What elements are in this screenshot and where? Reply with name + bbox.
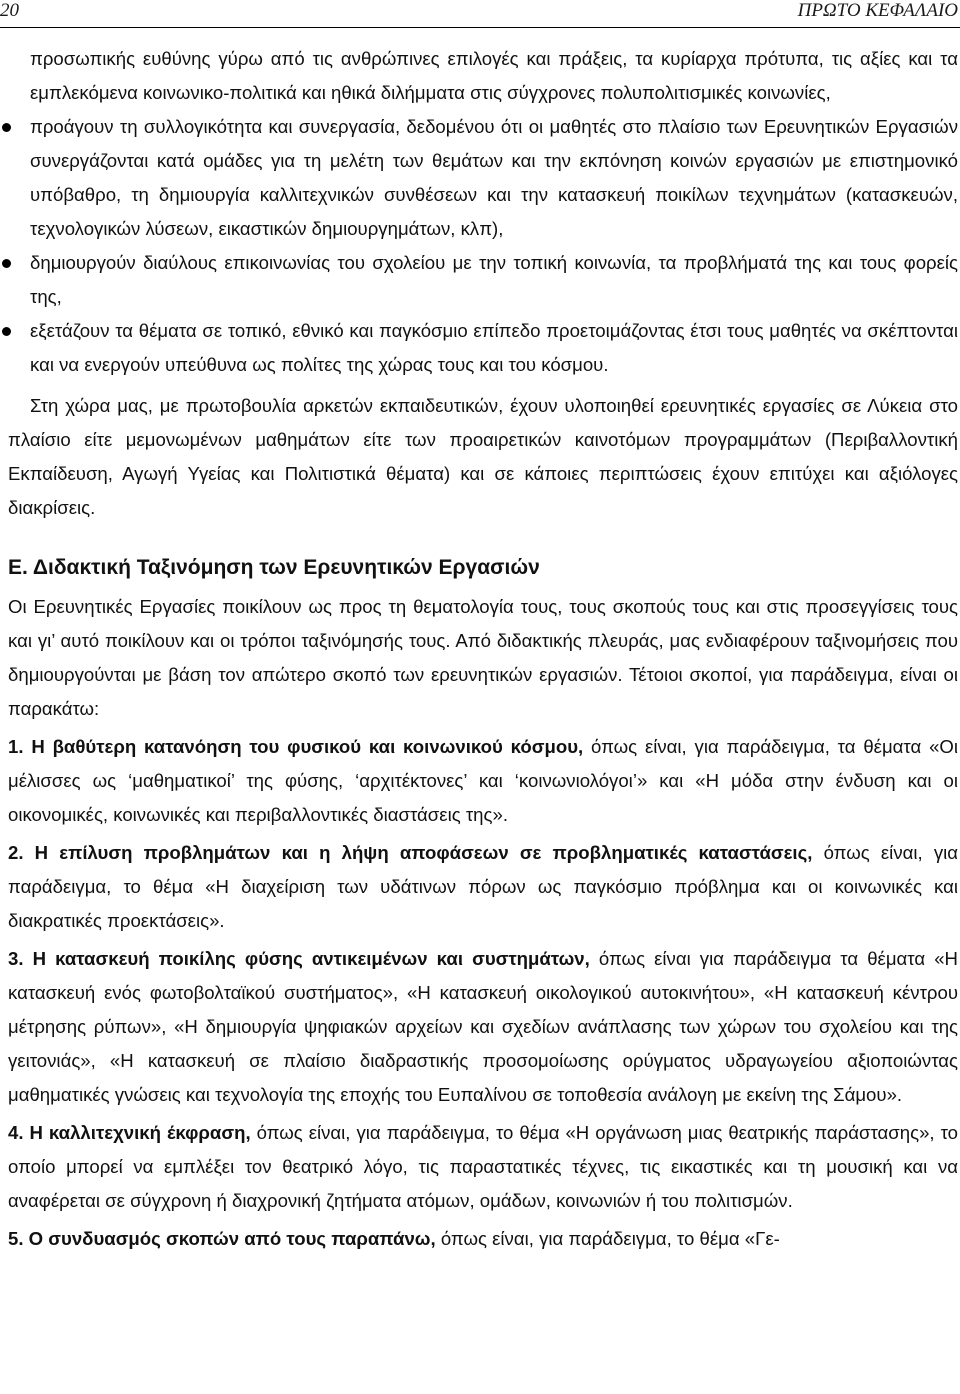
numbered-item-text: όπως είναι, για παράδειγμα, τα θέματα «Οι μέλισσες ως ‘μαθηματικοί’ της φύσης, ‘αρχιτέκτονες’ και ‘κοινωνιολόγοι’» και «Η μόδα στην ένδυση και οι οικονομικές, κοινωνικές και περιβαλλοντικές διαστάσεις της». xyxy=(8,736,959,825)
numbered-item xyxy=(8,730,958,832)
numbered-list xyxy=(8,730,958,1256)
continuation-paragraph: προσωπικής ευθύνης γύρω από τις ανθρώπινες επιλογές και πράξεις, τα κυρίαρχα πρότυπα, τις αξίες και τα εμπλεκόμενα κοινωνικο-πολιτικά και ηθικά διλήμματα στις σύγχρονες πολυπολιτισμικές κοινωνίες, xyxy=(30,48,958,103)
numbered-item xyxy=(8,1116,958,1218)
section-heading: Ε. Διδακτική Ταξινόμηση των Ερευνητικών Εργασιών xyxy=(8,556,540,579)
bullet-item xyxy=(8,246,958,314)
numbered-item-title: 2. Η επίλυση προβλημάτων και η λήψη αποφάσεων σε προβληματικές καταστάσεις, xyxy=(8,842,813,863)
bullet-item xyxy=(8,314,958,382)
bullet-text: προάγουν τη συλλογικότητα και συνεργασία, δεδομένου ότι οι μαθητές στο πλαίσιο των Ερευνητικών Εργασιών συνεργάζονται κατά ομάδες για τη μελέτη των θεμάτων και την εκπόνηση κοινών εργασιών με επιστημονικό υπόβαθρο, τη δημιουργία καλλιτεχνικών συνθέσεων και την κατασκευή ποικίλων τεχνημάτων (κατασκευών, τεχνολογικών λύσεων, εικαστικών δημιουργημάτων, κλπ), xyxy=(30,116,958,239)
numbered-item-title: 1. Η βαθύτερη κατανόηση του φυσικού και κοινωνικού κόσμου, xyxy=(8,736,584,757)
page-body xyxy=(8,42,958,1256)
numbered-item-text: όπως είναι, για παράδειγμα, το θέμα «Η διαχείριση των υδάτινων πόρων ως παγκόσμιο πρόβλημα και οι κοινωνικές και διακρατικές προεκτάσεις». xyxy=(8,842,959,931)
bullet-list xyxy=(8,110,958,382)
numbered-item-title: 3. Η κατασκευή ποικίλης φύσης αντικειμένων και συστημάτων, xyxy=(8,948,590,969)
numbered-item xyxy=(8,836,958,938)
numbered-item-title: 5. Ο συνδυασμός σκοπών από τους παραπάνω, xyxy=(8,1228,436,1249)
page-number: 20 xyxy=(0,0,19,21)
running-header xyxy=(0,0,960,22)
section-intro: Οι Ερευνητικές Εργασίες ποικίλουν ως προς τη θεματολογία τους, τους σκοπούς τους και στις προσεγγίσεις τους και γι’ αυτό ποικίλουν και οι τρόποι ταξινόμησής τους. Από διδακτικής πλευράς, μας ενδιαφέρουν ταξινομήσεις που δημιουργούνται με βάση τον απώτερο σκοπό των ερευνητικών εργασιών. Τέτοιοι σκοποί, για παράδειγμα, είναι οι παρακάτω: xyxy=(8,596,958,719)
bullet-text: δημιουργούν διαύλους επικοινωνίας του σχολείου με την τοπική κοινωνία, τα προβλήματά της και τους φορείς της, xyxy=(30,252,958,307)
numbered-item-title: 4. Η καλλιτεχνική έκφραση, xyxy=(8,1122,251,1143)
numbered-item xyxy=(8,1222,958,1256)
bullet-dot-icon xyxy=(2,259,11,268)
numbered-item-text: όπως είναι, για παράδειγμα, το θέμα «Η οργάνωση μιας θεατρικής παράστασης», το οποίο μπορεί να εμπλέξει τον θεατρικό λόγο, τις παραστατικές τέχνες, τις εικαστικές και τη μουσική και να αναφέρεται σε σύγχρονη ή διαχρονική ζητήματα ατόμων, ομάδων, κοινωνιών ή του πολιτισμών. xyxy=(8,1122,958,1211)
bullet-dot-icon xyxy=(2,123,11,132)
bullet-dot-icon xyxy=(2,327,11,336)
country-paragraph: Στη χώρα μας, με πρωτοβουλία αρκετών εκπαιδευτικών, έχουν υλοποιηθεί ερευνητικές εργασίες σε Λύκεια στο πλαίσιο είτε μεμονωμένων μαθημάτων είτε των προαιρετικών καινοτόμων προγραμμάτων (Περιβαλλοντική Εκπαίδευση, Αγωγή Υγείας και Πολιτιστικά θέματα) και σε κάποιες περιπτώσεις έχουν επιτύχει και αξιόλογες διακρίσεις. xyxy=(8,395,958,518)
header-rule xyxy=(0,27,960,28)
numbered-item xyxy=(8,942,958,1112)
numbered-item-text: όπως είναι, για παράδειγμα, το θέμα «Γε- xyxy=(435,1228,780,1249)
numbered-item-text: όπως είναι για παράδειγμα τα θέματα «Η κατασκευή ενός φωτοβολταϊκού συστήματος», «Η κατασκευή οικολογικού αυτοκινήτου», «Η κατασκευή κέντρου μέτρησης ρύπων», «Η δημιουργία ψηφιακών αρχείων και σχεδίων ανάπλασης των χώρων του σχολείου και της γειτονιάς», «Η κατασκευή σε πλαίσιο διαδραστικής προσομοίωσης ορύγματος υδραγωγείου αξιοποιώντας μαθηματικές γνώσεις και τεχνολογία της εποχής του Ευπαλίνου σε τοποθεσία ανάλογη με εκείνη της Σάμου». xyxy=(8,948,958,1105)
bullet-item xyxy=(8,110,958,246)
chapter-title: ΠΡΩΤΟ ΚΕΦΑΛΑΙΟ xyxy=(797,0,958,21)
bullet-text: εξετάζουν τα θέματα σε τοπικό, εθνικό και παγκόσμιο επίπεδο προετοιμάζοντας έτσι τους μαθητές να σκέπτονται και να ενεργούν υπεύθυνα ως πολίτες της χώρας τους και του κόσμου. xyxy=(30,320,958,375)
